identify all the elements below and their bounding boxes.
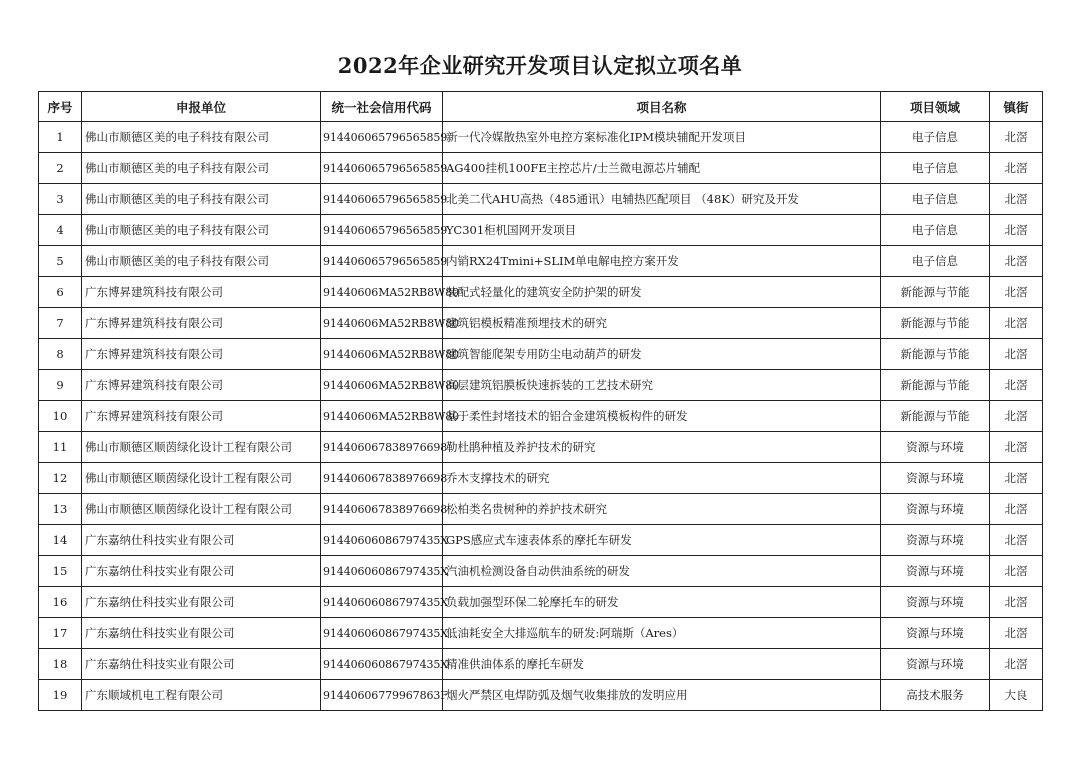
table-row [39,184,1043,215]
cell-credit-code: 91440606MA52RB8W80 [321,277,443,308]
cell-credit-code: 91440606MA52RB8W80 [321,308,443,339]
table-row [39,339,1043,370]
cell-credit-code: 914406065796565859 [321,246,443,277]
cell-project-name: 基于柔性封堵技术的铝合金建筑模板构件的研发 [443,401,881,432]
header-field: 项目领域 [881,92,990,122]
cell-town: 北滘 [990,246,1043,277]
cell-project-name: 精准供油体系的摩托车研发 [443,649,881,680]
header-code: 统一社会信用代码 [321,92,443,122]
cell-field: 资源与环境 [881,463,990,494]
cell-unit: 广东博昇建筑科技有限公司 [82,401,321,432]
header-town: 镇街 [990,92,1043,122]
cell-credit-code: 91440606MA52RB8W80 [321,370,443,401]
cell-seq: 11 [39,432,82,463]
table-row [39,618,1043,649]
cell-seq: 1 [39,122,82,153]
cell-unit: 佛山市顺德区顺茵绿化设计工程有限公司 [82,494,321,525]
cell-project-name: AG400挂机100FE主控芯片/士兰微电源芯片辅配 [443,153,881,184]
header-unit: 申报单位 [82,92,321,122]
table-row [39,277,1043,308]
cell-credit-code: 914406065796565859 [321,122,443,153]
cell-town: 北滘 [990,432,1043,463]
cell-town: 北滘 [990,587,1043,618]
cell-credit-code: 91440606MA52RB8W80 [321,339,443,370]
cell-town: 北滘 [990,153,1043,184]
table-row [39,680,1043,711]
cell-credit-code: 914406065796565859 [321,153,443,184]
cell-credit-code: 91440606086797435X [321,618,443,649]
table-row [39,556,1043,587]
cell-credit-code: 91440606086797435X [321,587,443,618]
cell-unit: 广东博昇建筑科技有限公司 [82,339,321,370]
cell-seq: 14 [39,525,82,556]
table-row [39,432,1043,463]
cell-project-name: 负载加强型环保二轮摩托车的研发 [443,587,881,618]
table-row [39,153,1043,184]
cell-unit: 佛山市顺德区美的电子科技有限公司 [82,122,321,153]
cell-field: 电子信息 [881,246,990,277]
cell-town: 北滘 [990,184,1043,215]
cell-unit: 广东嘉纳仕科技实业有限公司 [82,525,321,556]
cell-unit: 佛山市顺德区美的电子科技有限公司 [82,184,321,215]
table-row [39,649,1043,680]
table-row [39,246,1043,277]
cell-seq: 18 [39,649,82,680]
cell-field: 新能源与节能 [881,339,990,370]
cell-unit: 广东嘉纳仕科技实业有限公司 [82,587,321,618]
cell-town: 北滘 [990,525,1043,556]
cell-seq: 10 [39,401,82,432]
table-row [39,525,1043,556]
cell-unit: 广东博昇建筑科技有限公司 [82,370,321,401]
header-project: 项目名称 [443,92,881,122]
cell-field: 新能源与节能 [881,308,990,339]
cell-credit-code: 91440606MA52RB8W80 [321,401,443,432]
cell-credit-code: 914406067838976698 [321,432,443,463]
cell-credit-code: 914406067838976698 [321,494,443,525]
cell-project-name: GPS感应式车速表体系的摩托车研发 [443,525,881,556]
cell-credit-code: 914406065796565859 [321,215,443,246]
cell-project-name: 装配式轻量化的建筑安全防护架的研发 [443,277,881,308]
cell-unit: 广东嘉纳仕科技实业有限公司 [82,649,321,680]
cell-seq: 2 [39,153,82,184]
cell-unit: 佛山市顺德区美的电子科技有限公司 [82,246,321,277]
cell-seq: 19 [39,680,82,711]
cell-project-name: 烟火严禁区电焊防弧及烟气收集排放的发明应用 [443,680,881,711]
cell-field: 资源与环境 [881,525,990,556]
cell-project-name: 汽油机检测设备自动供油系统的研发 [443,556,881,587]
cell-seq: 4 [39,215,82,246]
cell-field: 资源与环境 [881,494,990,525]
cell-project-name: YC301柜机国网开发项目 [443,215,881,246]
cell-town: 北滘 [990,339,1043,370]
cell-town: 北滘 [990,122,1043,153]
cell-credit-code: 914406065796565859 [321,184,443,215]
cell-credit-code: 91440606779967863F [321,680,443,711]
table-row [39,215,1043,246]
table-row [39,587,1043,618]
cell-credit-code: 914406067838976698 [321,463,443,494]
cell-seq: 7 [39,308,82,339]
cell-unit: 广东博昇建筑科技有限公司 [82,308,321,339]
cell-field: 资源与环境 [881,556,990,587]
cell-town: 北滘 [990,215,1043,246]
project-table [38,91,1043,711]
cell-project-name: 北美二代AHU高热（485通讯）电辅热匹配项目 （48K）研究及开发 [443,184,881,215]
cell-project-name: 新一代冷媒散热室外电控方案标准化IPM模块辅配开发项目 [443,122,881,153]
cell-field: 资源与环境 [881,649,990,680]
cell-seq: 8 [39,339,82,370]
cell-field: 电子信息 [881,153,990,184]
cell-field: 资源与环境 [881,618,990,649]
table-row [39,401,1043,432]
cell-project-name: 乔木支撑技术的研究 [443,463,881,494]
table-row [39,122,1043,153]
cell-unit: 佛山市顺德区顺茵绿化设计工程有限公司 [82,432,321,463]
cell-field: 新能源与节能 [881,370,990,401]
cell-seq: 13 [39,494,82,525]
cell-seq: 15 [39,556,82,587]
cell-credit-code: 91440606086797435X [321,525,443,556]
cell-seq: 17 [39,618,82,649]
page-title: 2022年企业研究开发项目认定拟立项名单 [337,53,743,78]
cell-field: 电子信息 [881,184,990,215]
header-seq: 序号 [39,92,82,122]
cell-unit: 佛山市顺德区美的电子科技有限公司 [82,153,321,184]
cell-seq: 3 [39,184,82,215]
cell-town: 北滘 [990,494,1043,525]
cell-project-name: 高层建筑铝膜板快速拆装的工艺技术研究 [443,370,881,401]
cell-field: 新能源与节能 [881,277,990,308]
cell-town: 北滘 [990,277,1043,308]
cell-project-name: 勒杜鹃种植及养护技术的研究 [443,432,881,463]
cell-town: 北滘 [990,618,1043,649]
cell-unit: 广东顺域机电工程有限公司 [82,680,321,711]
cell-field: 新能源与节能 [881,401,990,432]
cell-field: 资源与环境 [881,432,990,463]
cell-town: 北滘 [990,401,1043,432]
cell-unit: 佛山市顺德区顺茵绿化设计工程有限公司 [82,463,321,494]
table-row [39,463,1043,494]
cell-credit-code: 91440606086797435X [321,649,443,680]
cell-town: 北滘 [990,308,1043,339]
cell-field: 高技术服务 [881,680,990,711]
cell-seq: 16 [39,587,82,618]
table-row [39,308,1043,339]
cell-project-name: 建筑铝模板精准预埋技术的研究 [443,308,881,339]
cell-town: 北滘 [990,370,1043,401]
cell-seq: 12 [39,463,82,494]
cell-town: 北滘 [990,556,1043,587]
cell-project-name: 建筑智能爬架专用防尘电动葫芦的研发 [443,339,881,370]
cell-seq: 9 [39,370,82,401]
cell-credit-code: 91440606086797435X [321,556,443,587]
cell-seq: 6 [39,277,82,308]
cell-unit: 广东嘉纳仕科技实业有限公司 [82,556,321,587]
cell-town: 大良 [990,680,1043,711]
cell-field: 电子信息 [881,122,990,153]
table-row [39,370,1043,401]
cell-field: 电子信息 [881,215,990,246]
cell-unit: 广东嘉纳仕科技实业有限公司 [82,618,321,649]
cell-field: 资源与环境 [881,587,990,618]
cell-unit: 佛山市顺德区美的电子科技有限公司 [82,215,321,246]
cell-seq: 5 [39,246,82,277]
cell-unit: 广东博昇建筑科技有限公司 [82,277,321,308]
cell-town: 北滘 [990,463,1043,494]
cell-project-name: 低油耗安全大排巡航车的研发:阿瑞斯（Ares） [443,618,881,649]
cell-project-name: 松柏类名贵树种的养护技术研究 [443,494,881,525]
cell-town: 北滘 [990,649,1043,680]
table-header-row [39,92,1043,122]
table-row [39,494,1043,525]
cell-project-name: 内销RX24Tmini+SLIM单电解电控方案开发 [443,246,881,277]
